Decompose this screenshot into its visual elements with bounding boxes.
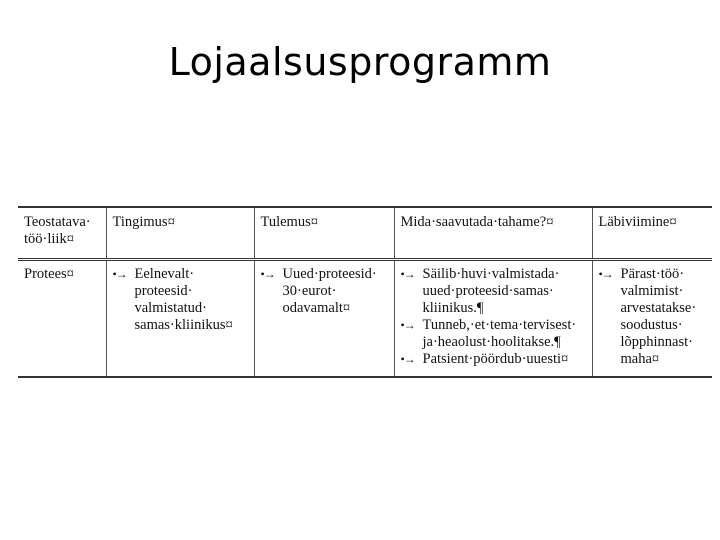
cell-result	[254, 260, 394, 378]
list-item: •→ Eelnevalt· proteesid· valmistatud· samas·kliinikus¤	[112, 266, 233, 333]
list-item: •→ Patsient·pöördub·uuesti¤	[400, 351, 569, 367]
table-row	[18, 260, 712, 378]
bullet-arrow-icon: •→	[598, 267, 613, 281]
bullet-arrow-icon: •→	[400, 318, 415, 332]
cell-work-type: Protees¤	[18, 260, 106, 378]
bullet-arrow-icon: •→	[400, 267, 415, 281]
header-cell-result: Tulemus¤	[254, 207, 394, 260]
header-cell-condition: Tingimus¤	[106, 207, 254, 260]
cell-goal	[394, 260, 592, 378]
list-item: •→ Tunneb,·et·tema·tervisest· ja·heaolust·hoolitakse.¶	[400, 317, 577, 350]
cell-execution	[592, 260, 712, 378]
header-cell-execution: Läbiviimine¤	[592, 207, 712, 260]
header-cell-goal: Mida·saavutada·tahame?¤	[394, 207, 592, 260]
table-header-row	[18, 207, 712, 260]
list-item: •→ Pärast·töö· valmimist· arvestatakse· soodustus· lõpphinnast· maha¤	[598, 266, 697, 367]
bullet-arrow-icon: •→	[112, 267, 127, 281]
list-item: •→ Säilib·huvi·valmistada· uued·proteesid·samas· kliinikus.¶	[400, 266, 560, 316]
cell-condition	[106, 260, 254, 378]
loyalty-table	[18, 206, 712, 378]
bullet-arrow-icon: •→	[260, 267, 275, 281]
header-cell-work-type: Teostatava· töö·liik¤	[18, 207, 106, 260]
list-item: •→ Uued·proteesid· 30·eurot· odavamalt¤	[260, 266, 377, 316]
bullet-arrow-icon: •→	[400, 352, 415, 366]
slide-title: Lojaalsusprogramm	[168, 40, 552, 84]
